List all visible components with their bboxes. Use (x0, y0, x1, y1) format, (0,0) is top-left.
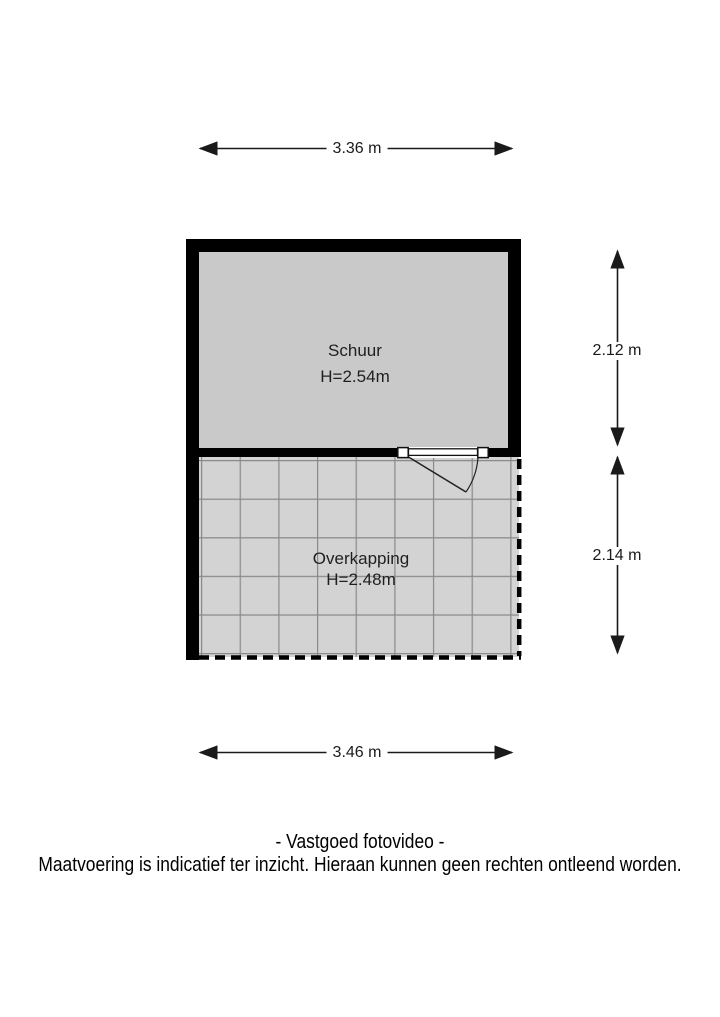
door-jamb-left (398, 448, 408, 458)
room-height-overkapping: H=2.48m (326, 570, 396, 589)
room-label-schuur (320, 338, 389, 390)
footer-disclaimer-line: Maatvoering is indicatief ter inzicht. Hieraan kunnen geen rechten ontleend worden. (38, 854, 682, 876)
footer-brand-line: - Vastgoed fotovideo - (275, 831, 445, 853)
dimension-label-top: 3.36 m (327, 140, 388, 158)
footer (0, 831, 720, 877)
overkapping-left-wall (186, 457, 199, 660)
dimension-label-right-lower: 2.14 m (587, 547, 648, 565)
room-name-schuur: Schuur (328, 341, 382, 360)
door-slab (409, 449, 478, 456)
room-height-schuur: H=2.54m (320, 367, 390, 386)
door-jamb-right (478, 448, 488, 458)
dimension-label-bottom: 3.46 m (327, 744, 388, 762)
dimension-label-right-upper: 2.12 m (587, 342, 648, 360)
room-label-overkapping (313, 548, 409, 590)
room-name-overkapping: Overkapping (312, 549, 410, 568)
